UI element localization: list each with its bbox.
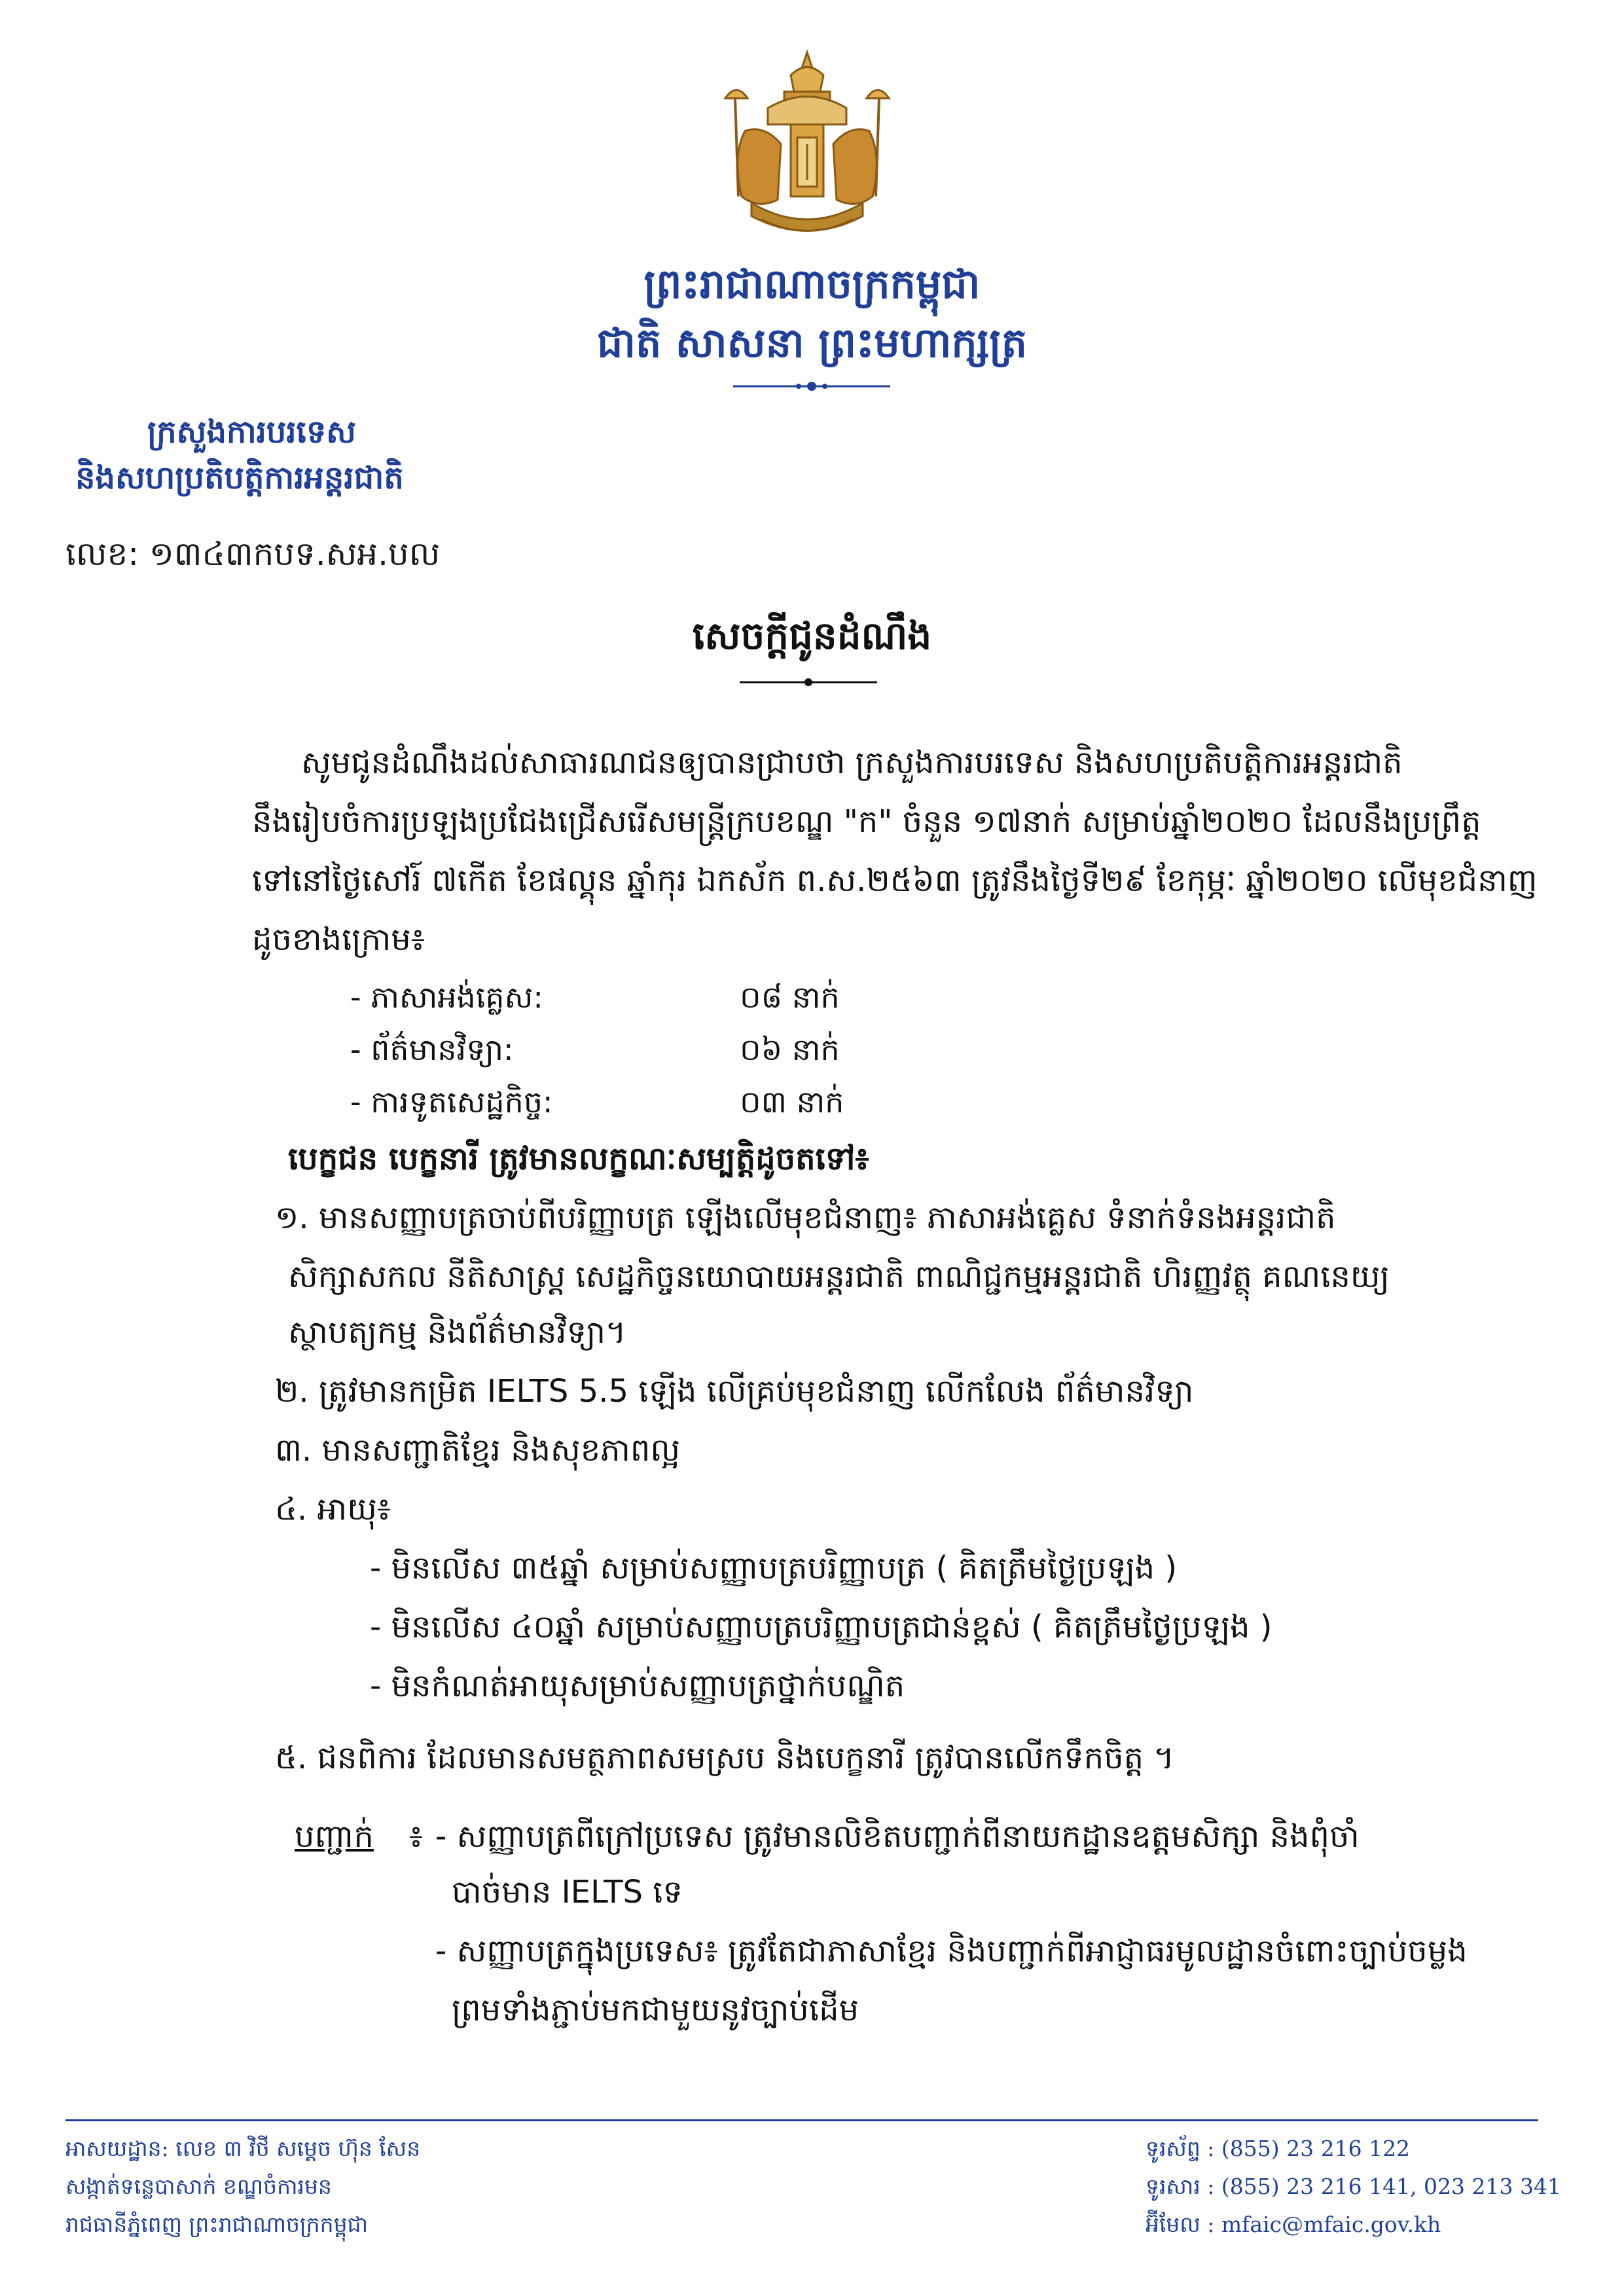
position-label: - ព័ត៌មានវិទ្យា:: [350, 1032, 514, 1067]
qualification-5: ៥. ជនពិការ ដែលមានសមត្ថភាពសមស្រប និងបេក្ខនារី ត្រូវបានលើកទឹកចិត្ត ។: [275, 1740, 1175, 1776]
age-requirement: - មិនកំណត់អាយុសម្រាប់សញ្ញាបត្រថ្នាក់បណ្ឌិត: [370, 1668, 905, 1704]
position-label: - ភាសាអង់គ្លេស:: [350, 979, 543, 1015]
candidates-heading: បេក្ខជន បេក្ខនារី ត្រូវមានលក្ខណៈសម្បត្តិដូចតទៅ៖: [288, 1141, 869, 1177]
reference-number: លេខ: ១៣៤៣កបទ.សអ.បល: [65, 535, 441, 573]
qualification-1-line-1: ១. មានសញ្ញាបត្រចាប់ពីបរិញ្ញាបត្រ ឡើងលើមុខជំនាញ៖ ភាសាអង់គ្លេស ទំនាក់ទំនងអន្តរជាតិ: [275, 1199, 1336, 1236]
kingdom-motto: ជាតិ សាសនា ព្រះមហាក្សត្រ: [596, 319, 1028, 367]
footer-fax: ទូរសារ : (855) 23 216 141, 023 213 341: [1146, 2174, 1561, 2199]
kingdom-title: ព្រះរាជាណាចក្រកម្ពុជា: [643, 260, 981, 308]
footer-address-line-2: សង្កាត់ទន្លេបាសាក់ ខណ្ឌចំការមន: [65, 2174, 332, 2199]
note-separator: ៖: [409, 1818, 424, 1855]
qualification-3: ៣. មានសញ្ជាតិខ្មែរ និងសុខភាពល្អ: [275, 1432, 681, 1469]
ornament-divider-icon: [733, 376, 890, 396]
intro-line-4: ដូចខាងក្រោម៖: [252, 921, 425, 958]
note-1-line-2: បាច់មាន IELTS ទេ: [452, 1874, 683, 1910]
footer-divider: [65, 2119, 1538, 2121]
intro-line-2: នឹងរៀបចំការប្រឡងប្រជែងជ្រើសរើសមន្ត្រីក្របខណ្ឌ "ក" ចំនួន ១៧នាក់ សម្រាប់ឆ្នាំ២០២០ ដែលនឹងប្រព្រឹត្ត: [252, 803, 1481, 840]
title-ornament-icon: [740, 674, 877, 690]
note-2-line-1: - សញ្ញាបត្រក្នុងប្រទេស៖ ត្រូវតែជាភាសាខ្មែរ និងបញ្ជាក់ពីអាជ្ញាធរមូលដ្ឋានចំពោះច្បាប់ចម្លង: [435, 1933, 1468, 1969]
footer-phone: ទូរស័ព្ទ : (855) 23 216 122: [1146, 2136, 1411, 2161]
footer-address-line-1: អាសយដ្ឋាន: លេខ ៣ វិថី សម្តេច ហ៊ុន សែន: [65, 2136, 421, 2161]
footer-address-line-3: រាជធានីភ្នំពេញ ព្រះរាជាណាចក្រកម្ពុជា: [65, 2212, 368, 2237]
intro-line-1: សូមជូនដំណឹងដល់សាធារណជនឲ្យបានជ្រាបថា ក្រសួងការបរទេស និងសហប្រតិបត្តិការអន្តរជាតិ: [301, 744, 1403, 781]
age-requirement: - មិនលើស ៤០ឆ្នាំ សម្រាប់សញ្ញាបត្របរិញ្ញាបត្រជាន់ខ្ពស់ ( គិតត្រឹមថ្ងៃប្រឡង ): [370, 1609, 1272, 1645]
footer-email[interactable]: អ៊ីមែល : mfaic@mfaic.gov.kh: [1146, 2212, 1441, 2237]
age-requirement: - មិនលើស ៣៥ឆ្នាំ សម្រាប់សញ្ញាបត្របរិញ្ញាបត្រ ( គិតត្រឹមថ្ងៃប្រឡង ): [370, 1550, 1178, 1586]
royal-emblem-icon: [706, 46, 909, 255]
note-2-line-2: ព្រមទាំងភ្ជាប់មកជាមួយនូវច្បាប់ដើម: [452, 1992, 859, 2028]
note-label: បញ្ជាក់: [295, 1818, 374, 1855]
qualification-2: ២. ត្រូវមានកម្រិត IELTS 5.5 ឡើង លើគ្រប់មុខជំនាញ លើកលែង ព័ត៌មានវិទ្យា: [275, 1373, 1194, 1410]
position-count: ០៦ នាក់: [740, 1032, 840, 1067]
ministry-name-line1: ក្រសួងការបរទេស: [147, 414, 356, 450]
intro-line-3: ទៅនៅថ្ងៃសៅរ៍ ៧កើត ខែផល្គុន ឆ្នាំកុរ ឯកស័ក ព.ស.២៥៦៣ ត្រូវនឹងថ្ងៃទី២៩ ខែកុម្ភៈ ឆ្នាំ២០២០ លើមុខជំនាញ: [252, 862, 1538, 899]
qualification-4: ៤. អាយុ៖: [275, 1491, 391, 1527]
document-title: សេចក្តីជូនដំណឹង: [692, 613, 932, 658]
position-count: ០៨ នាក់: [740, 979, 840, 1015]
qualification-1-line-2: សិក្សាសកល នីតិសាស្ត្រ សេដ្ឋកិច្ចនយោបាយអន្តរជាតិ ពាណិជ្ជកម្មអន្តរជាតិ ហិរញ្ញវត្ថុ គណនេយ្យ: [288, 1258, 1390, 1295]
note-1-line-1: - សញ្ញាបត្រពីក្រៅប្រទេស ត្រូវមានលិខិតបញ្ជាក់ពីនាយកដ្ឋានឧត្តមសិក្សា និងពុំចាំ: [435, 1818, 1360, 1855]
position-count: ០៣ នាក់: [740, 1084, 844, 1120]
position-label: - ការទូតសេដ្ឋកិច្ច:: [350, 1084, 553, 1120]
ministry-name-line2: និងសហប្រតិបត្តិការអន្តរជាតិ: [75, 460, 404, 496]
qualification-1-line-3: ស្ថាបត្យកម្ម និងព័ត៌មានវិទ្យា។: [288, 1314, 626, 1351]
